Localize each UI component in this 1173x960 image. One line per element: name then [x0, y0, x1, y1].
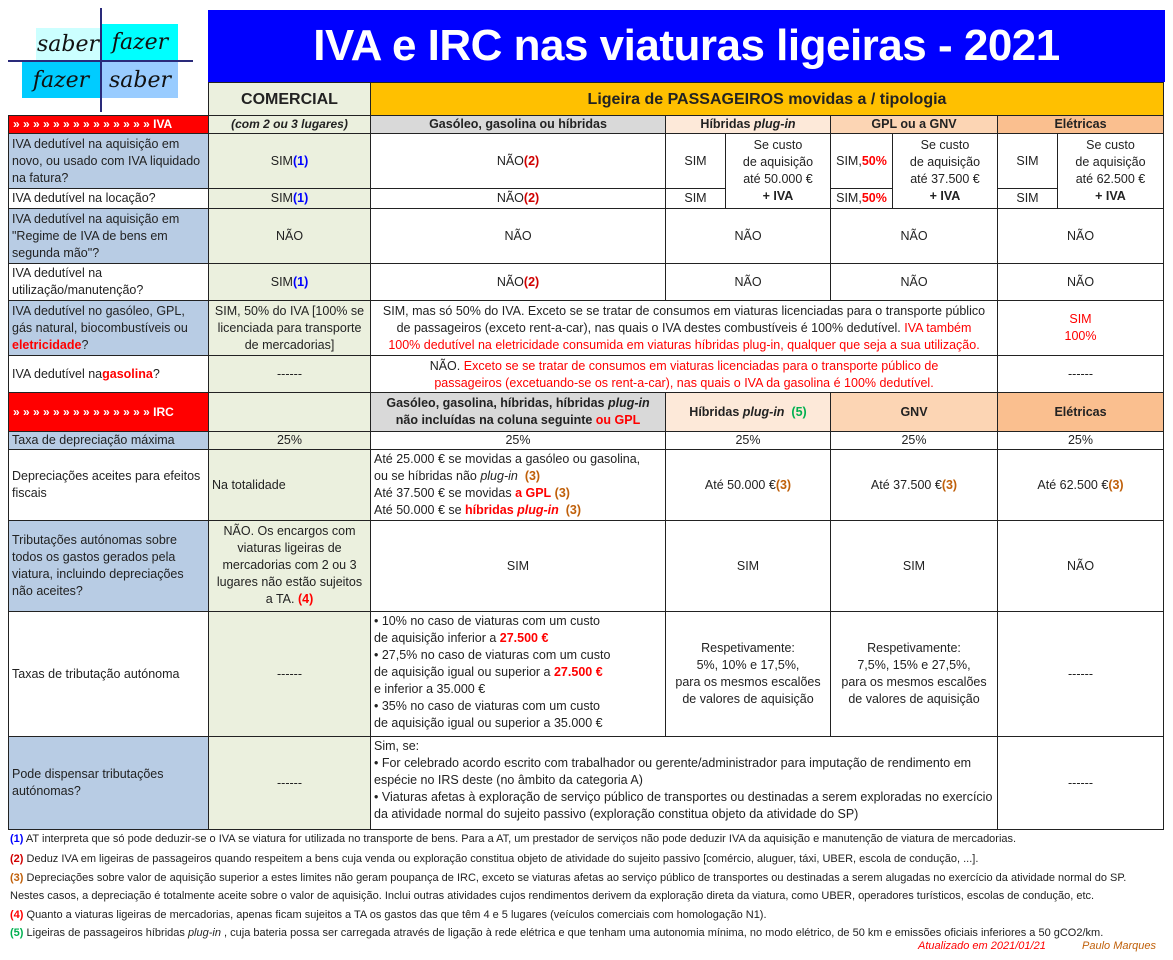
- iva-row4-gpl: NÃO: [830, 263, 998, 301]
- irc-row2-gnv: [830, 449, 998, 521]
- iva-row1-eletricas: SIM: [997, 133, 1058, 189]
- section-iva: » » » » » » » » » » » » » » IVA: [8, 115, 209, 134]
- footnote-2: [10, 852, 978, 866]
- rate-threshold: 27.500 €: [553, 665, 603, 679]
- iva-row3-plugin: NÃO: [665, 208, 831, 264]
- iva-row6-comercial: ------: [208, 355, 371, 393]
- iva-row6-eletricas: ------: [997, 355, 1164, 393]
- header-gpl: GPL ou a GNV: [830, 115, 998, 134]
- limit-text: ou se híbridas não: [374, 469, 481, 483]
- value-line: SIM: [1069, 312, 1092, 326]
- logo-quadrant-saber-top: saber: [36, 28, 100, 60]
- cond-line: Se custo: [1086, 138, 1135, 152]
- iva-row3-label: IVA dedutível na aquisição em "Regime de IVA de bens em segunda mão"?: [8, 208, 209, 264]
- limit-highlight-italic: plug-in: [517, 503, 559, 517]
- irc-row5-passageiros: [370, 736, 998, 830]
- irc-row4-label: Taxas de tributação autónoma: [8, 611, 209, 737]
- value-line: 100%: [1064, 329, 1097, 343]
- author-name: Paulo Marques: [1082, 940, 1156, 952]
- footnote-ref: (2): [523, 274, 540, 289]
- iva-row5-comercial: SIM, 50% do IVA [100% se licenciada para transporte de mercadorias]: [208, 300, 371, 356]
- footnote-ref: (3): [565, 503, 582, 517]
- value-text: SIM: [270, 274, 293, 289]
- irc-row4-plugin: [665, 611, 831, 737]
- irc-row4-gasoleo: [370, 611, 666, 737]
- iva-row2-label: IVA dedutível na locação?: [8, 188, 209, 209]
- irc-header-comercial: [208, 392, 371, 432]
- header-eletricas: Elétricas: [997, 115, 1164, 134]
- header-text: Gasóleo, gasolina, híbridas, híbridas: [386, 396, 608, 410]
- footnote-ref: (3): [941, 477, 958, 492]
- cond-line: + IVA: [929, 189, 961, 203]
- limit-text: Até 25.000 € se movidas a gasóleo ou gasolina,: [374, 452, 641, 466]
- value-highlight: IVA também 100% dedutível na eletricidade consumida em viaturas híbridas plug-in, qualquer que seja a sua utilização.: [388, 321, 980, 352]
- condition-gpl: [892, 133, 998, 209]
- iva-row4-label: IVA dedutível na utilização/manutenção?: [8, 263, 209, 301]
- iva-row1-plugin: SIM: [665, 133, 726, 189]
- iva-row1-gpl: [830, 133, 893, 189]
- iva-row3-gpl: NÃO: [830, 208, 998, 264]
- irc-row4-eletricas: ------: [997, 611, 1164, 737]
- condition-eletricas: [1057, 133, 1164, 209]
- footnote-ref: (3): [775, 477, 792, 492]
- percent-value: 50%: [861, 191, 887, 205]
- value-text: SIM, mas só 50% do IVA. Exceto se se tratar de consumos em viaturas licenciadas para o transporte público de passageiros (exceto rent-a-car), nas quais o IVA destes combustíveis é 100% dedutível.: [382, 304, 986, 335]
- limit-italic: plug-in: [480, 469, 518, 483]
- rate-line: e inferior a 35.000 €: [374, 682, 486, 696]
- logo-quadrant-fazer-bottom: fazer: [22, 62, 100, 98]
- footnote-text: Ligeiras de passageiros híbridas: [23, 927, 188, 939]
- footnote-mark: (1): [10, 833, 24, 845]
- irc-row1-eletricas: 25%: [997, 431, 1164, 450]
- value-text: NÃO: [496, 274, 524, 289]
- irc-row2-comercial: Na totalidade: [208, 449, 371, 521]
- rate-line: de valores de aquisição: [682, 692, 814, 706]
- header-text: não incluídas na coluna seguinte: [395, 413, 596, 427]
- rate-line: [374, 664, 603, 681]
- rate-line: para os mesmos escalões: [841, 675, 987, 689]
- header-italic: plug-in: [607, 396, 650, 410]
- header-plugin-italic: plug-in: [753, 117, 796, 131]
- iva-row1-label: IVA dedutível na aquisição em novo, ou usado com IVA liquidado na fatura?: [8, 133, 209, 189]
- irc-row1-plugin: 25%: [665, 431, 831, 450]
- rate-line: [374, 630, 548, 647]
- footnote-ref: (2): [523, 191, 540, 205]
- value-text: SIM,: [836, 191, 862, 205]
- irc-row1-label: Taxa de depreciação máxima: [8, 431, 209, 450]
- irc-row3-plugin: SIM: [665, 520, 831, 612]
- updated-date: Atualizado em 2021/01/21: [918, 940, 1046, 952]
- footnote-mark: (3): [10, 872, 24, 884]
- rate-line: • 10% no caso de viaturas com um custo: [374, 614, 601, 628]
- cond-line: de aquisição: [909, 155, 981, 169]
- footnote-4: [10, 908, 767, 922]
- rate-line: Respetivamente:: [867, 641, 961, 655]
- cond-line: até 50.000 €: [743, 172, 813, 186]
- irc-header-gnv: GNV: [830, 392, 998, 432]
- iva-row5-label: [8, 300, 209, 356]
- iva-row3-gasoleo: NÃO: [370, 208, 666, 264]
- irc-row1-gasoleo: 25%: [370, 431, 666, 450]
- footnote-ref: (2): [523, 153, 540, 168]
- label-text: IVA dedutível no gasóleo, GPL, gás natural, biocombustíveis ou: [12, 304, 188, 335]
- footnote-3-continued: Nestes casos, a depreciação é totalmente aceite sobre o valor de aquisição. Inclui outras atividades cujos rendimentos derivem da exploração direta da viatura, como UBER, operadores turísticos, escolas de condução, etc.: [10, 890, 1095, 902]
- footnote-ref: (5): [791, 404, 807, 419]
- logo: [8, 8, 198, 112]
- irc-header-eletricas: Elétricas: [997, 392, 1164, 432]
- irc-row3-comercial: [208, 520, 371, 612]
- value-text: SIM: [270, 153, 293, 168]
- value-text: NÃO. Os encargos com viaturas ligeiras de mercadorias com 2 ou 3 lugares não estão sujeitos a TA.: [216, 524, 363, 606]
- irc-row3-gnv: SIM: [830, 520, 998, 612]
- footnote-ref: (4): [297, 592, 314, 606]
- irc-row2-eletricas: [997, 449, 1164, 521]
- condition-line: • Viaturas afetas à exploração de serviço público de transportes ou destinadas a serem exploradas no exercício da atividade normal do sujeito passivo (exploração constitua objeto da atividade do SP): [374, 790, 993, 821]
- cond-line: até 62.500 €: [1075, 172, 1146, 186]
- iva-row2-plugin: SIM: [665, 188, 726, 209]
- limit-text: Até 37.500 € se movidas: [374, 486, 516, 500]
- limit-line: [374, 451, 640, 468]
- footnote-text: Quanto a viaturas ligeiras de mercadorias, apenas ficam sujeitos a TA os gastos das que têm 4 e 5 lugares (veículos comerciais com homologação N1).: [23, 909, 767, 921]
- logo-quadrant-fazer-top: fazer: [102, 24, 178, 60]
- cond-line: Se custo: [753, 138, 803, 152]
- label-text: IVA dedutível na: [12, 366, 103, 381]
- footnote-mark: (4): [10, 909, 24, 921]
- header-comercial: COMERCIAL: [208, 82, 371, 116]
- iva-row2-gpl: [830, 188, 893, 209]
- label-highlight: gasolina: [102, 366, 153, 381]
- iva-row1-gasoleo: [370, 133, 666, 189]
- irc-row3-gasoleo: SIM: [370, 520, 666, 612]
- header-plugin: [665, 115, 831, 134]
- footnote-ref: (1): [292, 191, 309, 205]
- value-text: SIM: [270, 191, 293, 205]
- label-text: ?: [81, 338, 89, 352]
- cond-line: de aquisição: [1075, 155, 1146, 169]
- limit-line: [374, 485, 570, 502]
- condition-line: • For celebrado acordo escrito com trabalhador ou gerente/administrador para imputação de rendimento em espécie no IRS deste (no âmbito da categoria A): [374, 756, 972, 787]
- limit-highlight: a GPL: [515, 486, 552, 500]
- footnote-ref: (3): [554, 486, 570, 500]
- header-passageiros: Ligeira de PASSAGEIROS movidas a / tipologia: [370, 82, 1164, 116]
- footnote-5: [10, 926, 1103, 940]
- value-text: Até 50.000 €: [704, 477, 776, 492]
- iva-row4-comercial: [208, 263, 371, 301]
- iva-row2-eletricas: SIM: [997, 188, 1058, 209]
- value-text: NÃO: [496, 153, 524, 168]
- footnote-text: Depreciações sobre valor de aquisição superior a estes limites não geram poupança de IRC, exceto se viaturas afetas ao serviço público de transportes ou destinadas a serem alugadas no exercício da atividade normal do SP.: [23, 872, 1127, 884]
- irc-row4-comercial: ------: [208, 611, 371, 737]
- footnote-text: AT interpreta que só pode deduzir-se o IVA se viatura for utilizada no transporte de bens. Para a AT, um prestador de serviços não pode deduzir IVA da aquisição e manutenção de viatura de mercadorias.: [23, 833, 1017, 845]
- percent-value: 50%: [861, 153, 887, 168]
- iva-row2-gasoleo: [370, 188, 666, 209]
- value-highlight: Exceto se se tratar de consumos em viaturas licenciadas para o transporte público de passageiros (excetuando-se os rent-a-car), nas quais o IVA da gasolina é 100% dedutível.: [434, 359, 939, 390]
- irc-row3-eletricas: NÃO: [997, 520, 1164, 612]
- footnote-mark: (2): [10, 853, 24, 865]
- logo-quadrant-saber-bottom: saber: [102, 62, 178, 98]
- footnote-mark: (5): [10, 927, 24, 939]
- footnote-ref: (3): [524, 469, 541, 483]
- condition-plugin: [725, 133, 831, 209]
- value-text: SIM,: [836, 153, 862, 168]
- iva-row6-passageiros: [370, 355, 998, 393]
- cond-line: até 37.500 €: [910, 172, 980, 186]
- rate-line: 5%, 10% e 17,5%,: [696, 658, 800, 672]
- value-text: Até 37.500 €: [870, 477, 942, 492]
- rate-line: para os mesmos escalões: [675, 675, 821, 689]
- footnote-italic: plug-in: [187, 927, 221, 939]
- iva-row1-comercial: [208, 133, 371, 189]
- header-comercial-sub: (com 2 ou 3 lugares): [208, 115, 371, 134]
- limit-line: [374, 468, 540, 485]
- irc-header-gasoleo: [370, 392, 666, 432]
- limit-line: [374, 502, 581, 519]
- rate-line: 7,5%, 15% e 27,5%,: [857, 658, 971, 672]
- footnote-text: , cuja bateria possa ser carregada através de ligação à rede elétrica e que tenham uma autonomia mínima, no modo elétrico, de 50 km e emissões oficiais inferiores a 50 gCO2/km.: [220, 927, 1104, 939]
- footnote-3: [10, 871, 1126, 885]
- label-highlight: eletricidade: [12, 338, 82, 352]
- rate-line: • 27,5% no caso de viaturas com um custo: [374, 648, 611, 662]
- header-highlight: ou GPL: [595, 413, 641, 427]
- section-irc: » » » » » » » » » » » » » » IRC: [8, 392, 209, 432]
- rate-text: de aquisição igual ou superior a: [374, 665, 554, 679]
- irc-row2-label: Depreciações aceites para efeitos fiscais: [8, 449, 209, 521]
- irc-row1-comercial: 25%: [208, 431, 371, 450]
- rate-text: de aquisição inferior a: [374, 631, 500, 645]
- cond-line: + IVA: [762, 189, 794, 203]
- irc-row5-label: Pode dispensar tributações autónomas?: [8, 736, 209, 830]
- rate-line: de valores de aquisição: [848, 692, 980, 706]
- irc-row3-label: Tributações autónomas sobre todos os gastos gerados pela viatura, incluindo depreciações não aceites?: [8, 520, 209, 612]
- footnote-ref: (1): [292, 274, 309, 289]
- footnote-ref: (1): [292, 153, 309, 168]
- limit-text: Até 50.000 € se: [374, 503, 466, 517]
- rate-line: de aquisição igual ou superior a 35.000 €: [374, 716, 603, 730]
- irc-row5-comercial: ------: [208, 736, 371, 830]
- cond-line: + IVA: [1095, 189, 1126, 203]
- page-title: IVA e IRC nas viaturas ligeiras - 2021: [208, 10, 1165, 82]
- iva-row4-plugin: NÃO: [665, 263, 831, 301]
- header-italic: plug-in: [742, 404, 785, 419]
- irc-header-plugin: [665, 392, 831, 432]
- header-gasoleo: Gasóleo, gasolina ou híbridas: [370, 115, 666, 134]
- limit-highlight: híbridas: [465, 503, 518, 517]
- irc-row2-gasoleo: [370, 449, 666, 521]
- value-text: Até 62.500 €: [1037, 477, 1109, 492]
- iva-row6-label: [8, 355, 209, 393]
- irc-row4-gnv: [830, 611, 998, 737]
- logo-horizontal-line: [8, 60, 193, 62]
- iva-row3-comercial: NÃO: [208, 208, 371, 264]
- irc-row2-plugin: [665, 449, 831, 521]
- header-plugin-text: Híbridas: [700, 117, 751, 131]
- rate-threshold: 27.500 €: [499, 631, 549, 645]
- iva-row5-eletricas: [997, 300, 1164, 356]
- value-text: NÃO: [496, 191, 524, 205]
- rate-line: Respetivamente:: [701, 641, 795, 655]
- label-text: ?: [152, 366, 160, 381]
- value-text: NÃO.: [429, 359, 464, 373]
- iva-row5-passageiros: [370, 300, 998, 356]
- condition-line: Sim, se:: [374, 739, 420, 753]
- header-text: Híbridas: [689, 404, 740, 419]
- cond-line: de aquisição: [742, 155, 814, 169]
- iva-row3-eletricas: NÃO: [997, 208, 1164, 264]
- irc-row5-eletricas: ------: [997, 736, 1164, 830]
- iva-row2-comercial: [208, 188, 371, 209]
- cond-line: Se custo: [920, 138, 970, 152]
- footnote-text: Deduz IVA em ligeiras de passageiros quando respeitem a bens cuja venda ou exploração constitua objeto de atividade do sujeito passivo [comércio, aluguer, táxi, UBER, escola de condução, ...].: [23, 853, 979, 865]
- footnote-ref: (3): [1108, 477, 1124, 492]
- irc-row1-gnv: 25%: [830, 431, 998, 450]
- footnote-1: [10, 832, 1016, 846]
- iva-row4-gasoleo: [370, 263, 666, 301]
- iva-row4-eletricas: NÃO: [997, 263, 1164, 301]
- rate-line: • 35% no caso de viaturas com um custo: [374, 699, 601, 713]
